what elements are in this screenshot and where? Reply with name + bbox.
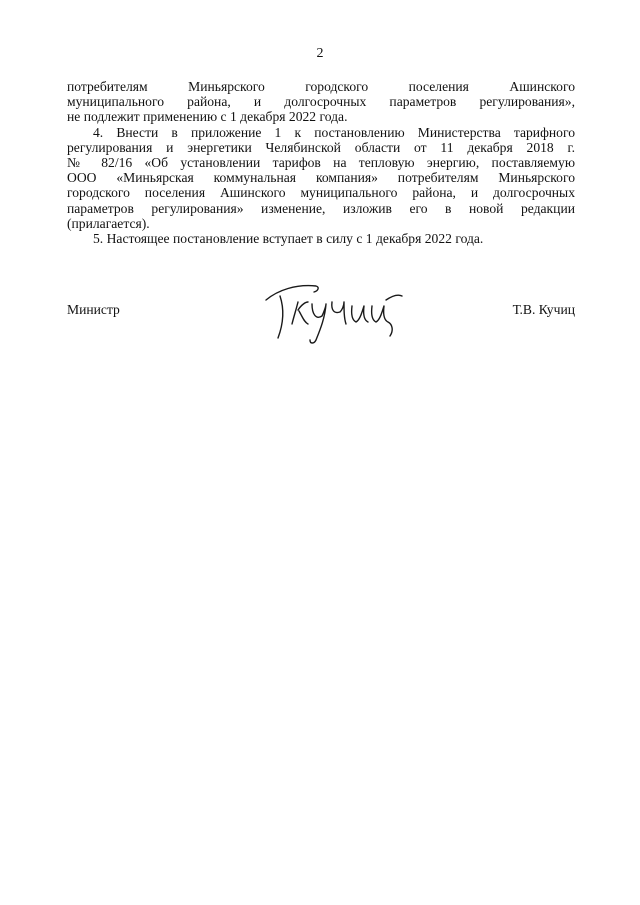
text-line: параметров регулирования» изменение, изложив его в новой редакции [67,200,575,216]
text-line: № 82/16 «Об установлении тарифов на тепловую энергию, поставляемую [67,155,575,171]
document-body [67,79,575,246]
signer-name: Т.В. Кучиц [512,302,575,317]
text-line: муниципального района, и долгосрочных параметров регулирования», [67,94,575,110]
text-line: регулирования и энергетики Челябинской области от 11 декабря 2018 г. [67,139,575,155]
text-line: 5. Настоящее постановление вступает в силу с 1 декабря 2022 года. [93,231,484,247]
text-line: не подлежит применению с 1 декабря 2022 года. [67,109,348,125]
signature-block [67,300,575,360]
page-number: 2 [316,46,324,61]
paragraph-continuation [67,79,575,125]
handwritten-signature [258,278,408,353]
signer-position: Министр [67,302,120,317]
text-line: ООО «Миньярская коммунальная компания» потребителям Миньярского [67,170,575,186]
text-line: 4. Внести в приложение 1 к постановлению Министерства тарифного [93,124,575,140]
paragraph-4 [67,125,575,231]
paragraph-5 [67,231,575,246]
text-line: потребителям Миньярского городского поселения Ашинского [67,79,575,94]
text-line: (прилагается). [67,215,150,231]
text-line: городского поселения Ашинского муниципального района, и долгосрочных [67,185,575,201]
